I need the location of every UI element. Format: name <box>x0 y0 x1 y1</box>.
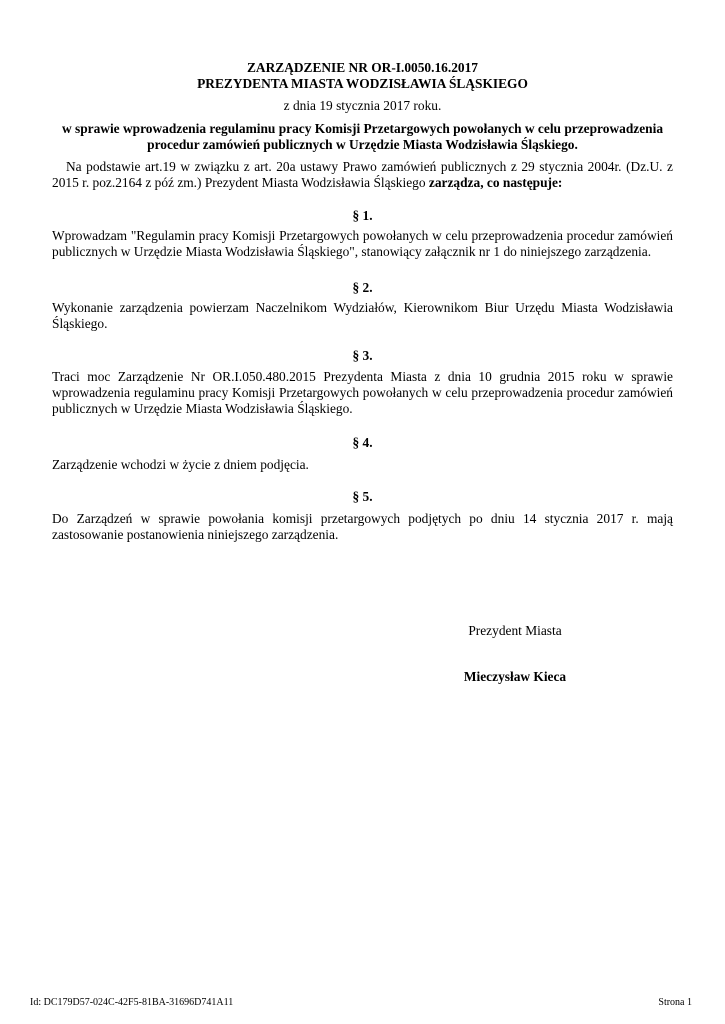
signature-name: Mieczysław Kieca <box>463 669 567 684</box>
section-5-text: Do Zarządzeń w sprawie powołania komisji przetargowych podjętych po dniu 14 stycznia 2017 r. mają zastosowanie postanowienia niniejszego zarządzenia. <box>52 511 673 542</box>
section-1-heading: § 1. <box>352 208 373 223</box>
document-date: z dnia 19 stycznia 2017 roku. <box>283 98 442 113</box>
section-2-heading: § 2. <box>352 280 373 295</box>
section-1-text: Wprowadzam "Regulamin pracy Komisji Przetargowych powołanych w celu przeprowadzenia procedur zamówień publicznych w Urzędzie Miasta Wodzisławia Śląskiego", stanowiący załącznik nr 1 do niniejszego zarządzenia. <box>52 228 673 259</box>
section-3-heading: § 3. <box>352 348 373 363</box>
preamble-text: Na podstawie art.19 w związku z art. 20a ustawy Prawo zamówień publicznych z 29 stycznia 2004r. (Dz.U. z 2015 r. poz.2164 z póź zm.) Prezydent Miasta Wodzisławia Śląskiego <box>52 159 673 190</box>
document-subject-line-1: w sprawie wprowadzenia regulaminu pracy Komisji Przetargowych powołanych w celu przeprowadzenia <box>61 121 664 136</box>
section-4-text: Zarządzenie wchodzi w życie z dniem podjęcia. <box>52 457 309 472</box>
document-title-number: ZARZĄDZENIE NR OR-I.0050.16.2017 <box>246 60 478 75</box>
section-4-heading: § 4. <box>352 435 373 450</box>
footer-page-number: Strona 1 <box>658 997 692 1008</box>
signature-title: Prezydent Miasta <box>468 623 562 638</box>
section-3-text: Traci moc Zarządzenie Nr OR.I.050.480.2015 Prezydenta Miasta z dnia 10 grudnia 2015 roku w sprawie wprowadzenia regulaminu pracy Komisji Przetargowych powołanych w celu przeprowadzenia procedur zamówień publicznych w Urzędzie Miasta Wodzisławia Śląskiego. <box>52 369 673 416</box>
document-title-issuer: PREZYDENTA MIASTA WODZISŁAWIA ŚLĄSKIEGO <box>197 76 528 91</box>
section-2-text: Wykonanie zarządzenia powierzam Naczelnikom Wydziałów, Kierownikom Biur Urzędu Miasta Wodzisławia Śląskiego. <box>52 300 673 331</box>
footer-document-id: Id: DC179D57-024C-42F5-81BA-31696D741A11 <box>30 997 234 1008</box>
preamble <box>52 159 673 191</box>
document-subject-line-2: procedur zamówień publicznych w Urzędzie Miasta Wodzisławia Śląskiego. <box>147 137 578 152</box>
section-5-heading: § 5. <box>352 489 373 504</box>
preamble-decree-phrase: zarządza, co następuje: <box>428 175 563 190</box>
